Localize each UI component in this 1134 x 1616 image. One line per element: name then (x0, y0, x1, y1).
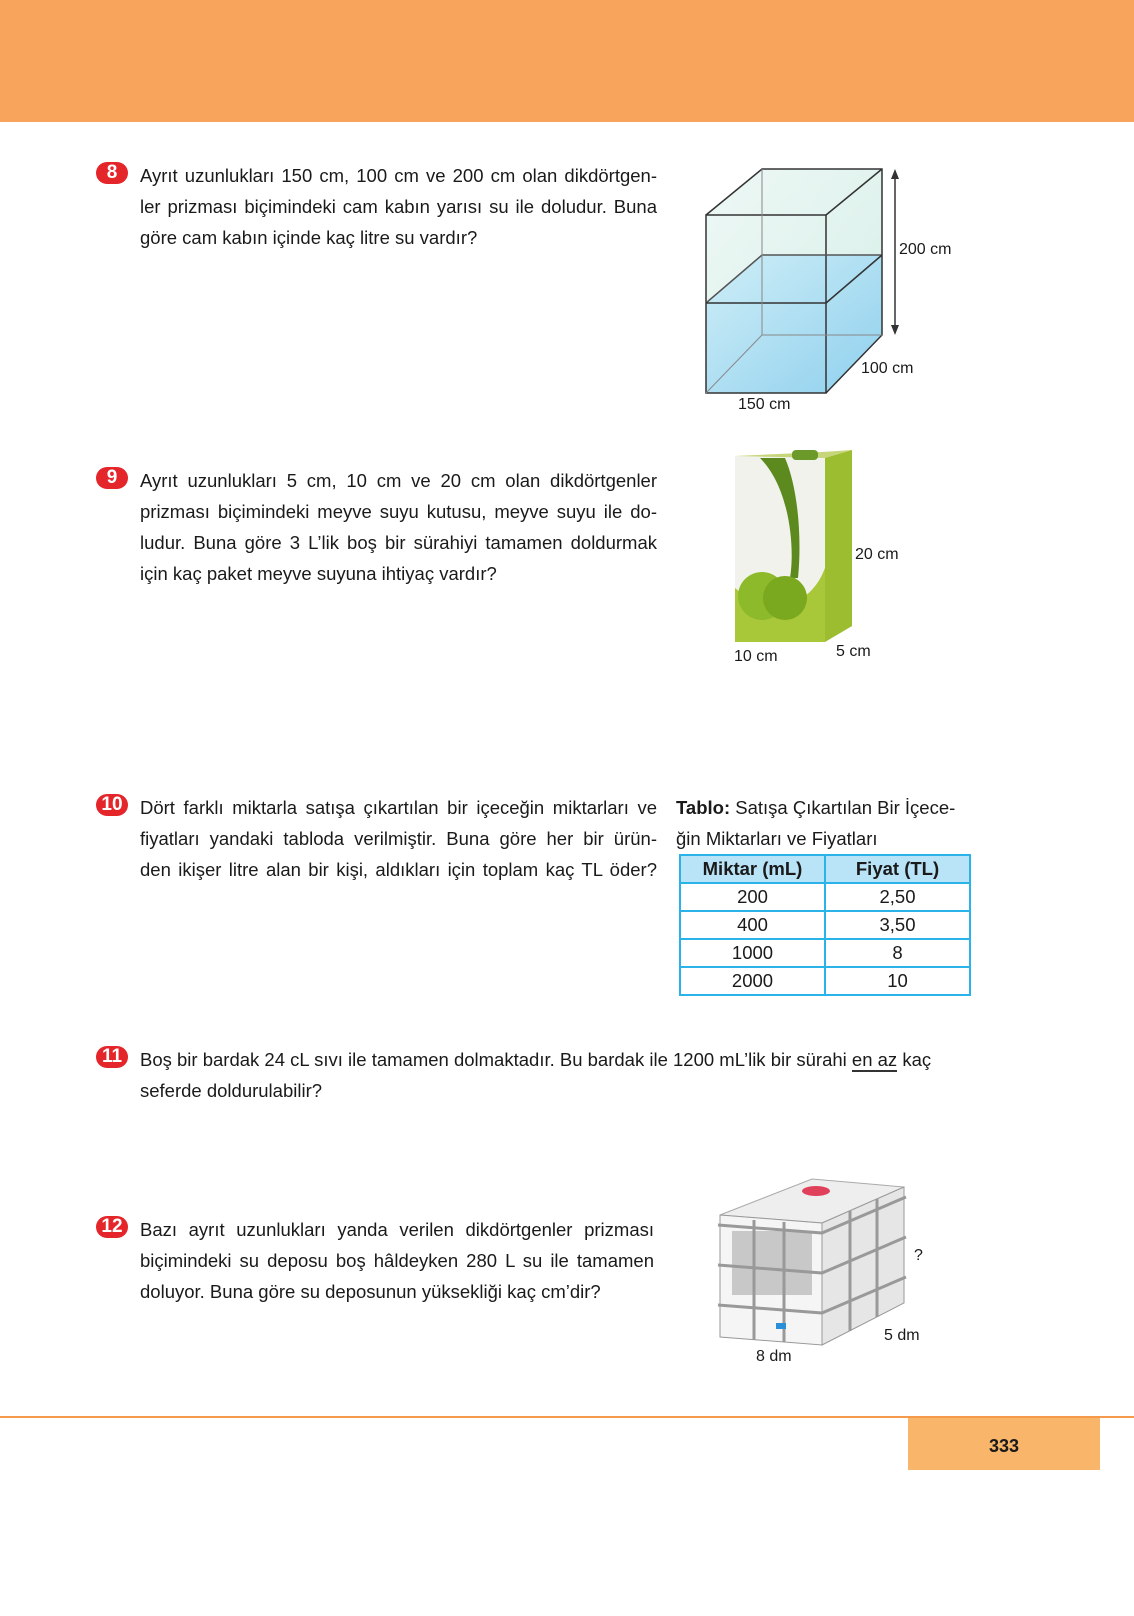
question-number-badge: 9 (96, 467, 128, 489)
question-text-line: için kaç paket meyve suyuna ihtiyaç vardır? (140, 563, 497, 584)
juice-box-figure (730, 448, 860, 648)
dimension-label: 8 dm (756, 1348, 792, 1365)
question-text-line: Bazı ayrıt uzunlukları yanda verilen dikdörtgenler prizması (140, 1219, 654, 1240)
text: Boş bir bardak 24 cL sıvı ile tamamen dolmaktadır. Bu bardak ile 1200 mL’lik bir sürahi (140, 1049, 852, 1070)
question-text-line: doluyor. Buna göre su deposunun yüksekliği kaç cm’dir? (140, 1281, 601, 1302)
question-text-line: den ikişer litre alan bir kişi, aldıkları için toplam kaç TL öder? (140, 859, 657, 880)
question-text-line (140, 1044, 931, 1075)
question-text-line: fiyatları yandaki tabloda verilmiştir. Buna göre her bir ürün- (140, 828, 657, 849)
question-text-line: seferde doldurulabilir? (140, 1080, 323, 1101)
column-header: Miktar (mL) (680, 855, 825, 883)
price-table (679, 854, 971, 996)
table-cell: 8 (825, 939, 970, 967)
table-cell: 1000 (680, 939, 825, 967)
question-text-line: biçimindeki su deposu boş hâldeyken 280 L su ile tamamen (140, 1250, 654, 1271)
table-row (680, 911, 970, 939)
dimension-label: 10 cm (734, 648, 778, 665)
question-number-badge: 8 (96, 162, 128, 184)
underlined-text: en az (851, 1049, 898, 1070)
dimension-label: 100 cm (861, 360, 914, 377)
table-caption (676, 792, 955, 854)
dimension-label: 150 cm (738, 396, 791, 413)
question-text-line: ludur. Buna göre 3 L’lik boş bir sürahiyi tamamen doldurmak (140, 532, 657, 553)
caption-bold: Tablo: (676, 797, 731, 818)
table-cell: 2000 (680, 967, 825, 995)
dimension-label: 200 cm (899, 241, 952, 258)
question-text-line: Ayrıt uzunlukları 5 cm, 10 cm ve 20 cm olan dikdörtgenler (140, 470, 657, 491)
table-cell: 400 (680, 911, 825, 939)
table-cell: 3,50 (825, 911, 970, 939)
dimension-label: 5 dm (884, 1327, 920, 1344)
table-row (680, 939, 970, 967)
question-number-badge: 11 (96, 1046, 128, 1068)
caption-text: Satışa Çıkartılan Bir İçece- (730, 797, 956, 818)
table-cell: 200 (680, 883, 825, 911)
question-text-line: Ayrıt uzunlukları 150 cm, 100 cm ve 200 cm olan dikdörtgen- (140, 165, 657, 186)
table-cell: 2,50 (825, 883, 970, 911)
table-cell: 10 (825, 967, 970, 995)
question-text-line: prizması biçimindeki meyve suyu kutusu, meyve suyu ile do- (140, 501, 657, 522)
question-text-line: Dört farklı miktarla satışa çıkartılan bir içeceğin miktarları ve (140, 797, 657, 818)
column-header: Fiyat (TL) (825, 855, 970, 883)
dimension-label: 5 cm (836, 643, 871, 660)
table-row (680, 883, 970, 911)
text: kaç (897, 1049, 932, 1070)
table-row (680, 967, 970, 995)
water-tank-figure (712, 1175, 912, 1350)
dimension-label: ? (914, 1247, 923, 1264)
question-number-badge: 10 (96, 794, 128, 816)
question-number-badge: 12 (96, 1216, 128, 1238)
caption-text: ğin Miktarları ve Fiyatları (676, 828, 878, 849)
question-text-line: göre cam kabın içinde kaç litre su vardır? (140, 227, 478, 248)
page-number: 333 (908, 1418, 1100, 1470)
dimension-label: 20 cm (855, 546, 899, 563)
question-text-line: ler prizması biçimindeki cam kabın yarısı su ile doludur. Buna (140, 196, 657, 217)
header-band (0, 0, 1134, 122)
